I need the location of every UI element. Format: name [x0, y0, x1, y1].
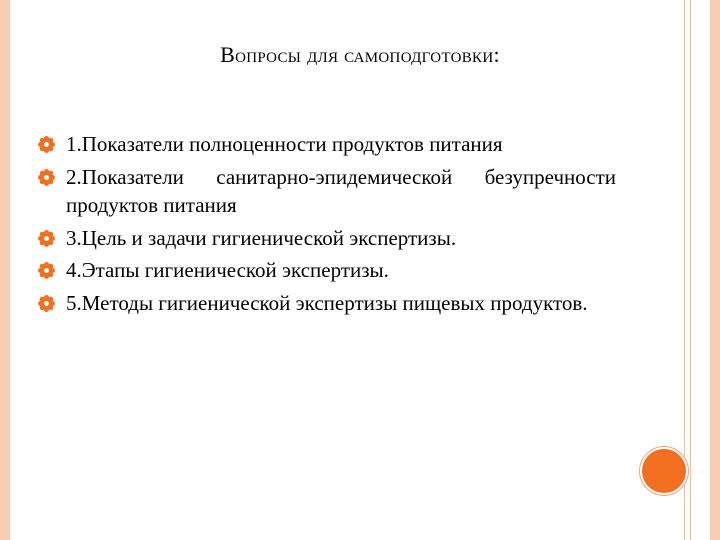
decorative-line — [690, 0, 691, 540]
bullet-list — [38, 130, 616, 321]
gear-flower-icon — [38, 136, 55, 153]
slide-title-initial: В — [220, 42, 236, 67]
bullet-text: 1.Показатели полноценности продуктов питания — [66, 132, 503, 156]
bullet-item — [38, 130, 616, 159]
slide-title — [0, 42, 720, 68]
right-frame-band — [710, 0, 720, 540]
bullet-text: 5.Методы гигиенической экспертизы пищевых продуктов. — [66, 290, 588, 315]
bullet-text: 2.Показатели санитарно-эпидемической безупречности продуктов питания — [66, 164, 616, 217]
bullet-item — [38, 289, 616, 318]
gear-flower-icon — [38, 169, 55, 186]
bullet-text: 3.Цель и задачи гигиенической экспертизы. — [66, 225, 457, 250]
gear-flower-icon — [38, 295, 55, 312]
slide-title-rest: опросы для самоподготовки: — [235, 42, 500, 67]
bullet-item — [38, 256, 616, 285]
left-frame-band — [0, 0, 10, 540]
decorative-circle — [642, 449, 686, 493]
bullet-item — [38, 163, 616, 220]
bullet-text: 4.Этапы гигиенической экспертизы. — [66, 258, 389, 282]
gear-flower-icon — [38, 230, 55, 247]
bullet-item — [38, 224, 616, 253]
gear-flower-icon — [38, 262, 55, 279]
decorative-line — [684, 0, 685, 540]
